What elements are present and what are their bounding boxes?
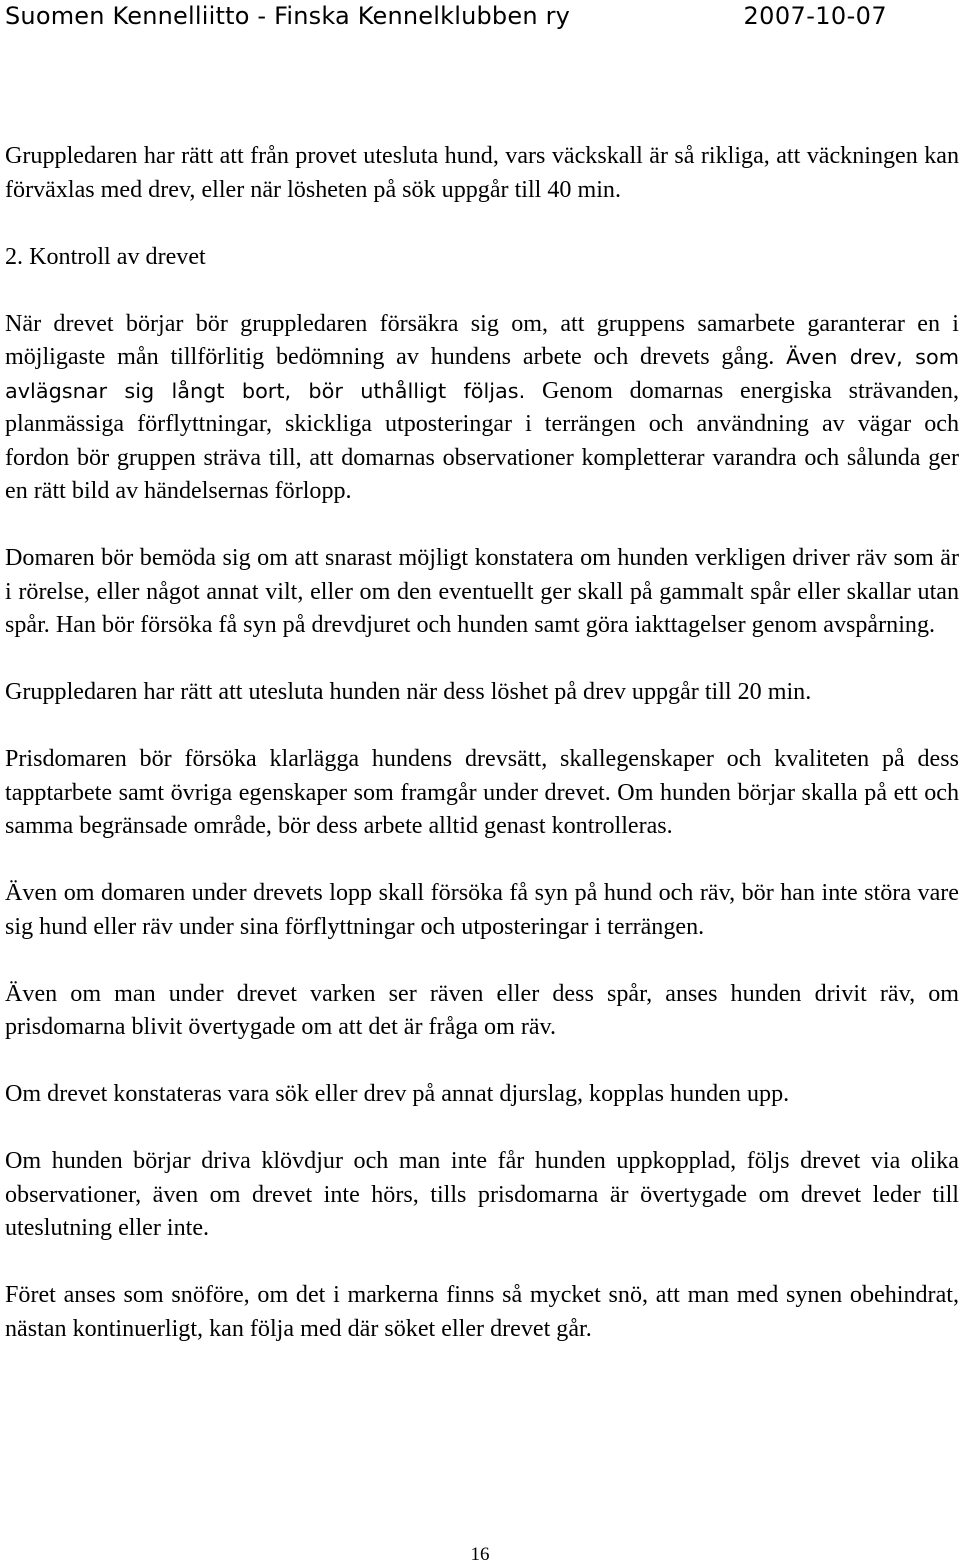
paragraph-exclusion-rule: Gruppledaren har rätt att från provet utesluta hund, vars väckskall är så rikliga, att väckningen kan förväxlas med drev, eller när lösheten på sök uppgår till 40 min.: [5, 143, 959, 203]
paragraph-prize-judge: Prisdomaren bör försöka klarlägga hundens drevsätt, skallegenskaper och kvaliteten på dess tapptarbete samt övriga egenskaper som framgår under drevet. Om hunden börjar skalla på ett och samma begränsade område, bör dess arbete alltid genast kontrolleras.: [5, 746, 959, 839]
paragraph-other-game: Om drevet konstateras vara sök eller drev på annat djurslag, kopplas hunden upp.: [5, 1081, 790, 1107]
paragraph-snow-conditions: Föret anses som snöföre, om det i markerna finns så mycket snö, att man med synen obehindrat, nästan kontinuerligt, kan följa med där söket eller drevet går.: [5, 1282, 959, 1342]
paragraph-judge-confirm: Domaren bör bemöda sig om att snarast möjligt konstatera om hunden verkligen driver räv som är i rörelse, eller något annat vilt, eller om den eventuellt ger skall på gammalt spår eller skallar utan spår. Han bör försöka få syn på drevdjuret och hunden samt göra iakttagelser genom avspårning.: [5, 545, 959, 638]
page-number: 16: [470, 1544, 490, 1565]
paragraph-looseness-limit: Gruppledaren har rätt att utesluta hunden när dess löshet på drev uppgår till 20 min.: [5, 679, 812, 705]
paragraph-drive-control: [5, 308, 959, 509]
paragraph-hoofed-game: Om hunden börjar driva klövdjur och man inte får hunden uppkopplad, följs drevet via olika observationer, även om drevet inte hörs, tills prisdomarna är övertygade om drevet leder till uteslutning eller inte.: [5, 1148, 959, 1241]
paragraph-no-disturb: Även om domaren under drevets lopp skall försöka få syn på hund och räv, bör han inte störa vare sig hund eller räv under sina förflyttningar och utposteringar i terrängen.: [5, 880, 959, 940]
paragraph-drive-control-part3: Genom domarnas energiska strävanden, planmässiga förflyttningar, skickliga utposteringar i terrängen och användning av vägar och fordon bör gruppen sträva till, att domarnas observationer kompletterar varandra och sålunda ger en rätt bild av händelsernas förlopp.: [5, 377, 959, 504]
page-header: [0, 0, 960, 50]
paragraph-drive-control-part2: Även drev, som avlägsnar sig långt bort, bör uthålligt följas.: [5, 345, 959, 403]
document-body: [5, 140, 959, 1380]
header-organization: Suomen Kennelliitto - Finska Kennelklubben ry: [5, 2, 571, 30]
header-date: 2007-10-07: [743, 2, 887, 30]
paragraph-fox-assumed: Även om man under drevet varken ser räven eller dess spår, anses hunden drivit räv, om prisdomarna blivit övertygade om att det är fråga om räv.: [5, 980, 959, 1040]
paragraph-drive-control-part1: När drevet börjar bör gruppledaren försäkra sig om, att gruppens samarbete garanterar en i möjligaste mån tillförlitig bedömning av hundens arbete och drevets gång.: [5, 310, 959, 370]
section-heading: 2. Kontroll av drevet: [5, 243, 206, 270]
